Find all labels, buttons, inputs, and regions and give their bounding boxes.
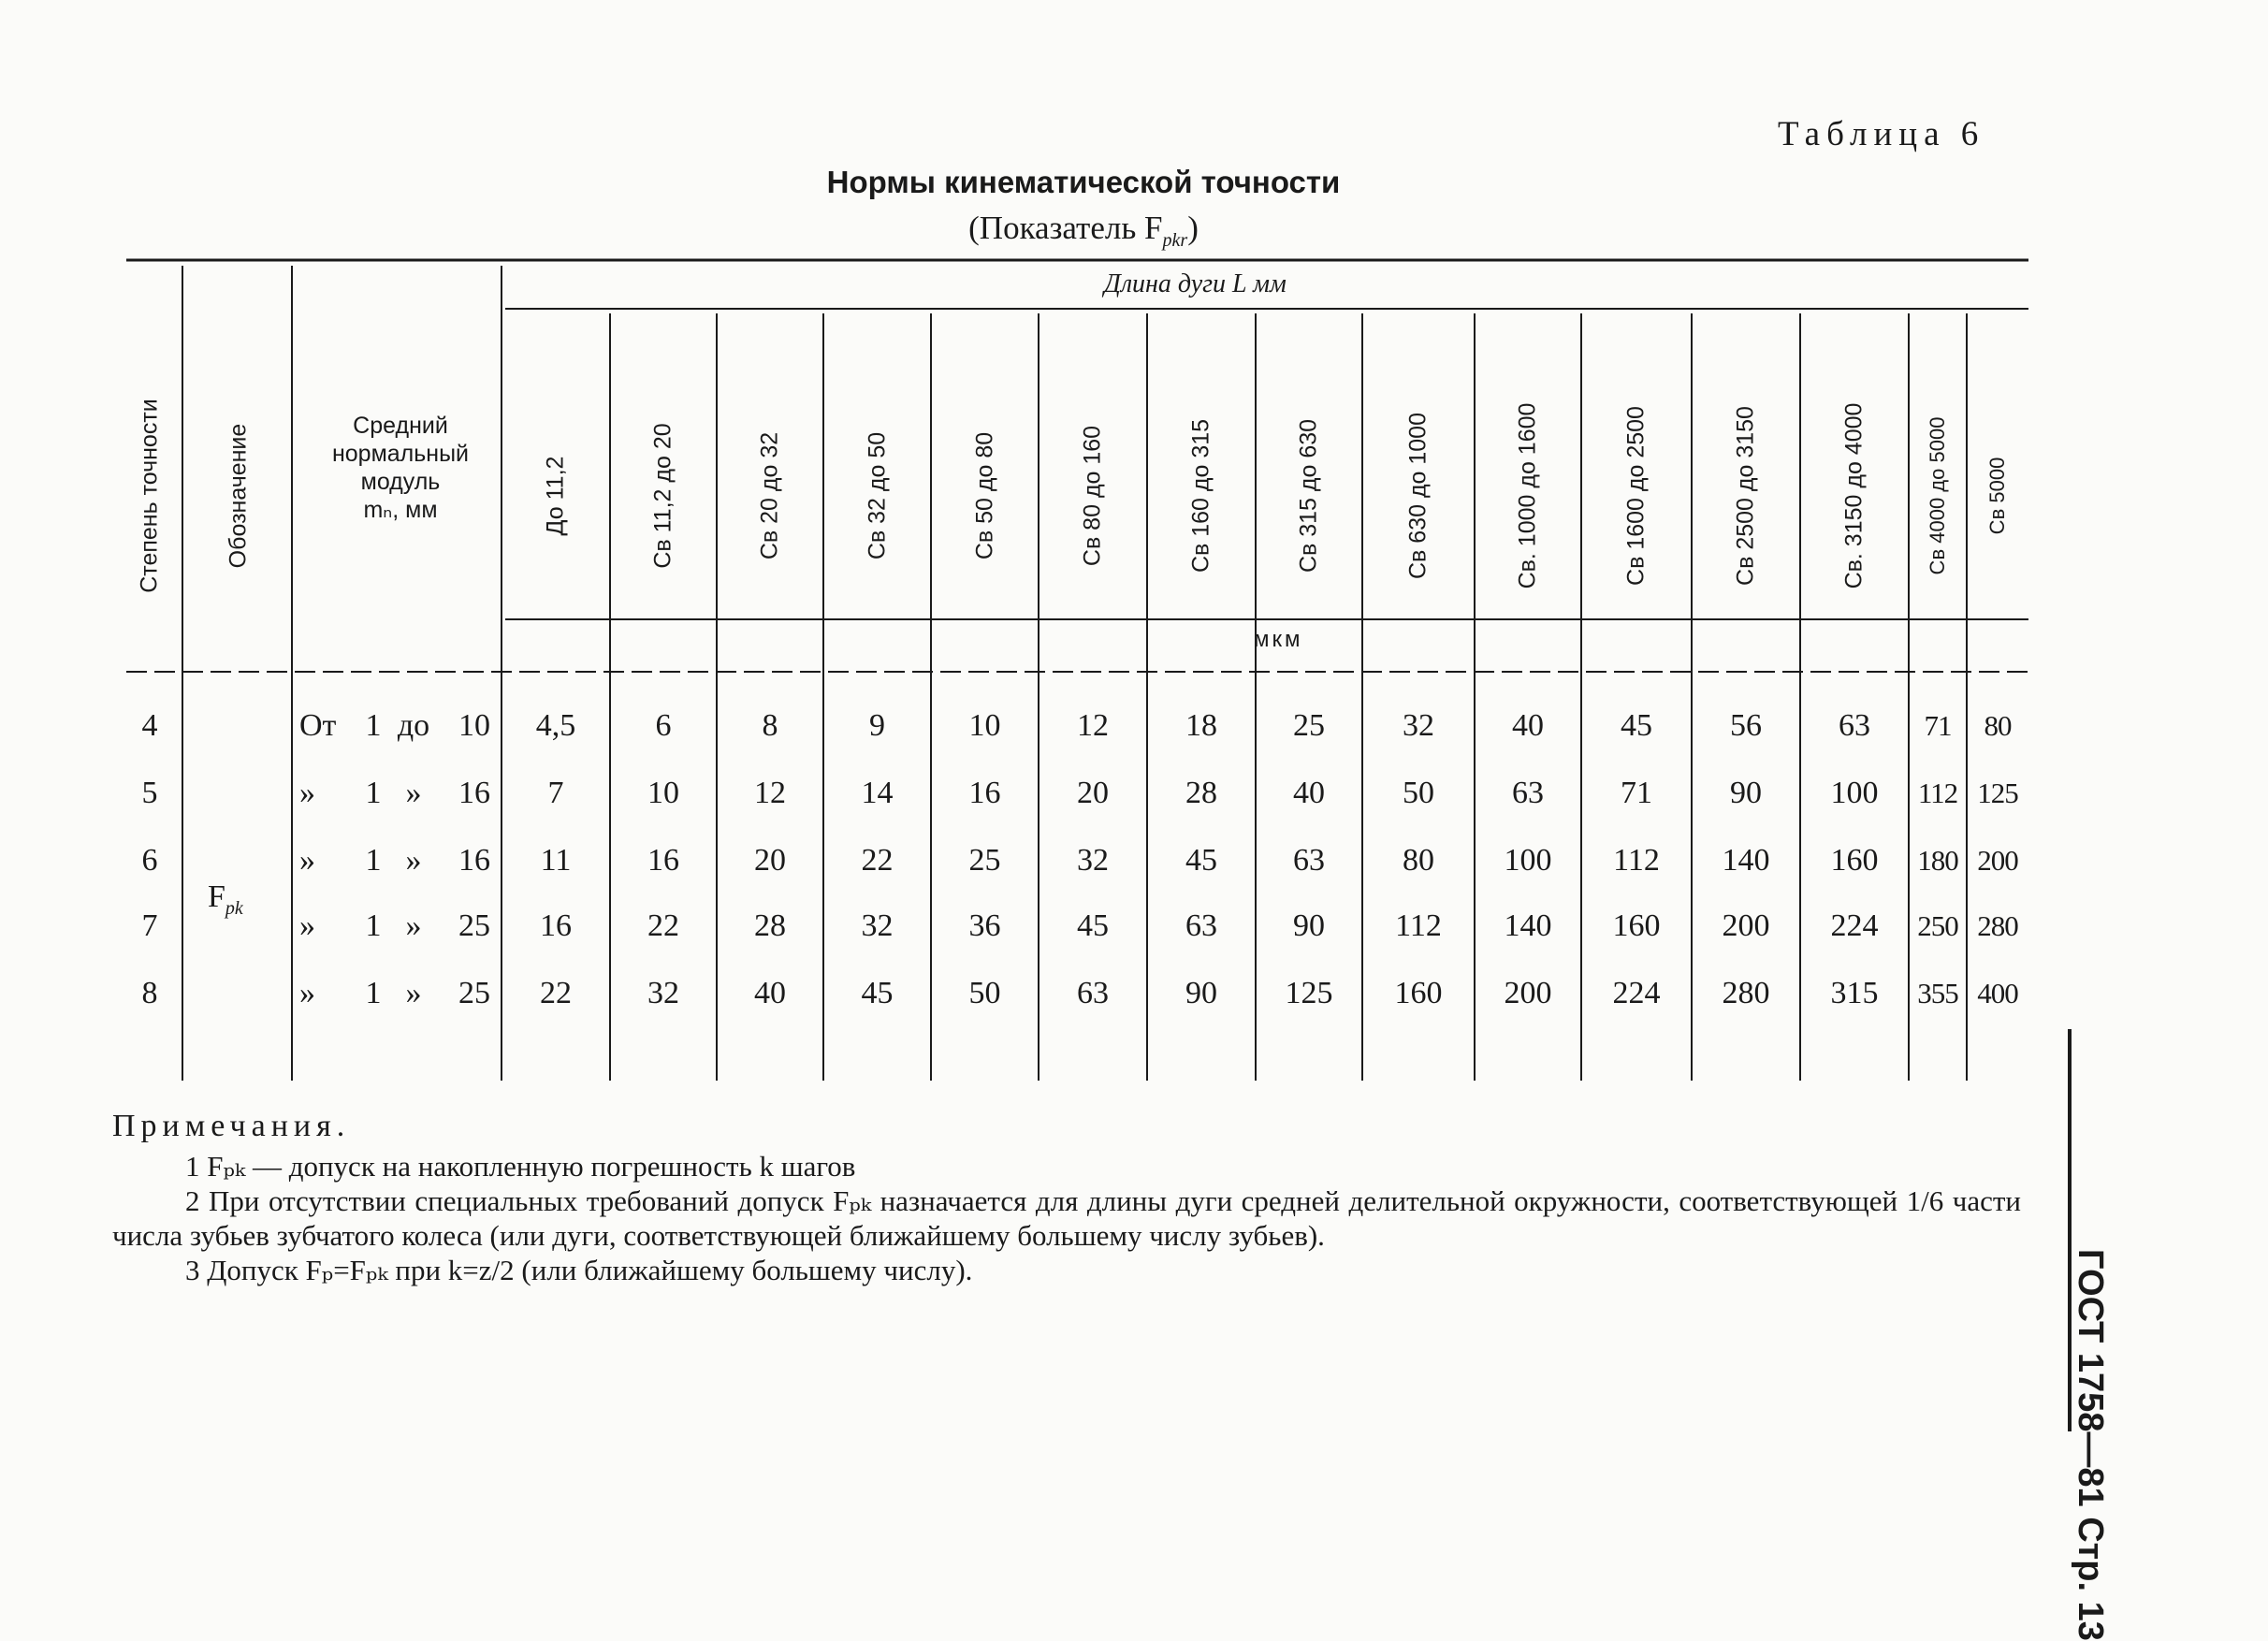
column-header: Св 5000 bbox=[1985, 457, 2009, 535]
module-part: 1 bbox=[365, 843, 382, 878]
column-header: Св 80 до 160 bbox=[1079, 425, 1106, 567]
value-cell: 160 bbox=[1394, 976, 1443, 1010]
module-part: 1 bbox=[365, 908, 382, 943]
module-part: 1 bbox=[365, 776, 382, 810]
value-cell: 224 bbox=[1830, 908, 1879, 943]
value-cell: 10 bbox=[968, 708, 1001, 743]
value-cell: 125 bbox=[1285, 976, 1333, 1010]
value-cell: 8 bbox=[762, 708, 778, 743]
value-cell: 56 bbox=[1730, 708, 1762, 743]
value-cell: 80 bbox=[1403, 843, 1434, 878]
value-cell: 28 bbox=[754, 908, 786, 943]
value-cell: 25 bbox=[1293, 708, 1325, 743]
value-cell: 100 bbox=[1830, 776, 1879, 810]
value-cell: 355 bbox=[1917, 977, 1958, 1009]
value-cell: 140 bbox=[1722, 843, 1770, 878]
module-part: » bbox=[299, 908, 315, 943]
value-cell: 224 bbox=[1612, 976, 1661, 1010]
module-part: От bbox=[299, 708, 337, 743]
module-part: 1 bbox=[365, 708, 382, 743]
grade-cell: 6 bbox=[141, 843, 158, 878]
column-header: Св 630 до 1000 bbox=[1404, 413, 1432, 579]
module-part: до bbox=[397, 708, 430, 743]
module-part: » bbox=[299, 976, 315, 1010]
value-cell: 40 bbox=[754, 976, 786, 1010]
value-cell: 50 bbox=[1403, 776, 1434, 810]
module-part: 16 bbox=[458, 843, 490, 878]
value-cell: 18 bbox=[1185, 708, 1217, 743]
value-cell: 45 bbox=[861, 976, 894, 1010]
value-cell: 400 bbox=[1977, 977, 2018, 1009]
value-cell: 63 bbox=[1185, 908, 1217, 943]
note-text: 3 Допуск Fₚ=Fₚₖ при k=z/2 (или ближайшему большему числу). bbox=[185, 1254, 973, 1286]
note-item bbox=[112, 1184, 2021, 1253]
value-cell: 12 bbox=[754, 776, 786, 810]
value-cell: 112 bbox=[1917, 777, 1958, 809]
column-header: Св 160 до 315 bbox=[1187, 418, 1214, 574]
value-cell: 112 bbox=[1395, 908, 1442, 943]
column-header: Св. 3150 до 4000 bbox=[1840, 402, 1868, 589]
value-cell: 16 bbox=[647, 843, 679, 878]
grade-cell: 7 bbox=[141, 908, 158, 943]
arc-length-header: Длина дуги L мм bbox=[1104, 269, 1287, 298]
module-part: 25 bbox=[458, 908, 490, 943]
value-cell: 200 bbox=[1722, 908, 1770, 943]
note-item bbox=[112, 1253, 2021, 1287]
column-header: Св. 1000 до 1600 bbox=[1514, 402, 1541, 589]
value-cell: 40 bbox=[1512, 708, 1544, 743]
value-cell: 9 bbox=[869, 708, 885, 743]
module-part: » bbox=[405, 843, 422, 878]
value-cell: 22 bbox=[861, 843, 894, 878]
value-cell: 140 bbox=[1504, 908, 1552, 943]
value-cell: 125 bbox=[1977, 777, 2018, 809]
column-header: Св 20 до 32 bbox=[756, 431, 783, 560]
column-header: Св 32 до 50 bbox=[864, 431, 890, 560]
unit-header: мкм bbox=[1254, 627, 1303, 652]
symbol-header: Обозначение bbox=[225, 423, 252, 569]
value-cell: 4,5 bbox=[535, 708, 576, 743]
side-header: ГОСТ 1758—81 Стр. 13 bbox=[2071, 1249, 2110, 1641]
value-cell: 250 bbox=[1917, 909, 1958, 942]
value-cell: 280 bbox=[1722, 976, 1770, 1010]
value-cell: 16 bbox=[540, 908, 572, 943]
value-cell: 16 bbox=[968, 776, 1001, 810]
value-cell: 90 bbox=[1293, 908, 1325, 943]
value-cell: 22 bbox=[647, 908, 679, 943]
module-part: » bbox=[299, 843, 315, 878]
column-header: Св 1600 до 2500 bbox=[1622, 406, 1650, 586]
value-cell: 180 bbox=[1917, 844, 1958, 877]
value-cell: 45 bbox=[1077, 908, 1109, 943]
value-cell: 45 bbox=[1185, 843, 1217, 878]
column-header: До 11,2 bbox=[542, 456, 569, 536]
value-cell: 11 bbox=[540, 843, 572, 878]
module-part: 25 bbox=[458, 976, 490, 1010]
grade-header: Степень точности bbox=[136, 399, 163, 593]
value-cell: 90 bbox=[1730, 776, 1762, 810]
symbol-sub: pk bbox=[225, 897, 243, 919]
value-cell: 80 bbox=[1984, 709, 2012, 742]
grade-cell: 8 bbox=[141, 976, 158, 1010]
value-cell: 22 bbox=[540, 976, 572, 1010]
grade-cell: 4 bbox=[141, 708, 158, 743]
value-cell: 160 bbox=[1830, 843, 1879, 878]
value-cell: 160 bbox=[1612, 908, 1661, 943]
module-part: 10 bbox=[458, 708, 490, 743]
module-header-line: нормальный bbox=[331, 441, 470, 467]
value-cell: 20 bbox=[1077, 776, 1109, 810]
module-part: 16 bbox=[458, 776, 490, 810]
module-part: 1 bbox=[365, 976, 382, 1010]
value-cell: 10 bbox=[647, 776, 679, 810]
value-cell: 63 bbox=[1293, 843, 1325, 878]
module-cell bbox=[299, 843, 490, 879]
value-cell: 28 bbox=[1185, 776, 1217, 810]
value-cell: 63 bbox=[1077, 976, 1109, 1010]
value-cell: 25 bbox=[968, 843, 1001, 878]
value-cell: 63 bbox=[1512, 776, 1544, 810]
value-cell: 40 bbox=[1293, 776, 1325, 810]
value-cell: 50 bbox=[968, 976, 1001, 1010]
module-part: » bbox=[299, 776, 315, 810]
module-header-line: Средний bbox=[353, 413, 448, 439]
note-text: 1 Fₚₖ — допуск на накопленную погрешность k шагов bbox=[185, 1150, 856, 1183]
value-cell: 45 bbox=[1621, 708, 1652, 743]
module-part: » bbox=[405, 776, 422, 810]
module-cell bbox=[299, 776, 490, 811]
symbol-letter: F bbox=[208, 879, 225, 914]
value-cell: 90 bbox=[1185, 976, 1217, 1010]
value-cell: 200 bbox=[1504, 976, 1552, 1010]
value-cell: 20 bbox=[754, 843, 786, 878]
value-cell: 12 bbox=[1077, 708, 1109, 743]
notes-title: Примечания. bbox=[112, 1109, 351, 1143]
module-cell bbox=[299, 976, 490, 1011]
table-label: Таблица 6 bbox=[1778, 115, 1985, 153]
column-header: Св 315 до 630 bbox=[1295, 418, 1322, 574]
module-part: » bbox=[405, 908, 422, 943]
value-cell: 100 bbox=[1504, 843, 1552, 878]
subtitle-prefix: (Показатель F bbox=[968, 210, 1163, 246]
module-cell bbox=[299, 708, 490, 744]
value-cell: 14 bbox=[861, 776, 894, 810]
value-cell: 32 bbox=[647, 976, 679, 1010]
subtitle-suffix: ) bbox=[1187, 210, 1199, 246]
column-header: Св 2500 до 3150 bbox=[1732, 406, 1759, 586]
column-header: Св 4000 до 5000 bbox=[1926, 416, 1949, 575]
module-cell bbox=[299, 908, 490, 944]
notes bbox=[112, 1109, 2021, 1287]
value-cell: 36 bbox=[968, 908, 1001, 943]
symbol-cell bbox=[208, 879, 243, 920]
value-cell: 280 bbox=[1977, 909, 2018, 942]
value-cell: 6 bbox=[655, 708, 672, 743]
value-cell: 200 bbox=[1977, 844, 2018, 877]
value-cell: 315 bbox=[1830, 976, 1879, 1010]
value-cell: 63 bbox=[1839, 708, 1870, 743]
value-cell: 7 bbox=[547, 776, 564, 810]
module-header bbox=[298, 412, 503, 524]
column-header: Св 50 до 80 bbox=[971, 431, 997, 560]
value-cell: 32 bbox=[1403, 708, 1434, 743]
subtitle-sub: pkr bbox=[1162, 230, 1188, 251]
value-cell: 71 bbox=[1621, 776, 1652, 810]
module-part: » bbox=[405, 976, 422, 1010]
column-header: Св 11,2 до 20 bbox=[649, 423, 676, 569]
module-header-line: модуль bbox=[360, 469, 441, 495]
value-cell: 32 bbox=[861, 908, 894, 943]
value-cell: 32 bbox=[1077, 843, 1109, 878]
note-text: 2 При отсутствии специальных требований допуск Fₚₖ назначается для длины дуги средней делительной окружности, соответствующей 1/6 части числа зубьев зубчатого колеса (или дуги, соответствующей ближайшему большему числу зубьев). bbox=[112, 1184, 2021, 1252]
module-header-line: mₙ, мм bbox=[363, 497, 438, 523]
table-title: Нормы кинематической точности bbox=[826, 165, 1341, 199]
value-cell: 112 bbox=[1613, 843, 1660, 878]
value-cell: 71 bbox=[1924, 709, 1952, 742]
note-item bbox=[112, 1149, 2021, 1184]
grade-cell: 5 bbox=[141, 776, 158, 810]
